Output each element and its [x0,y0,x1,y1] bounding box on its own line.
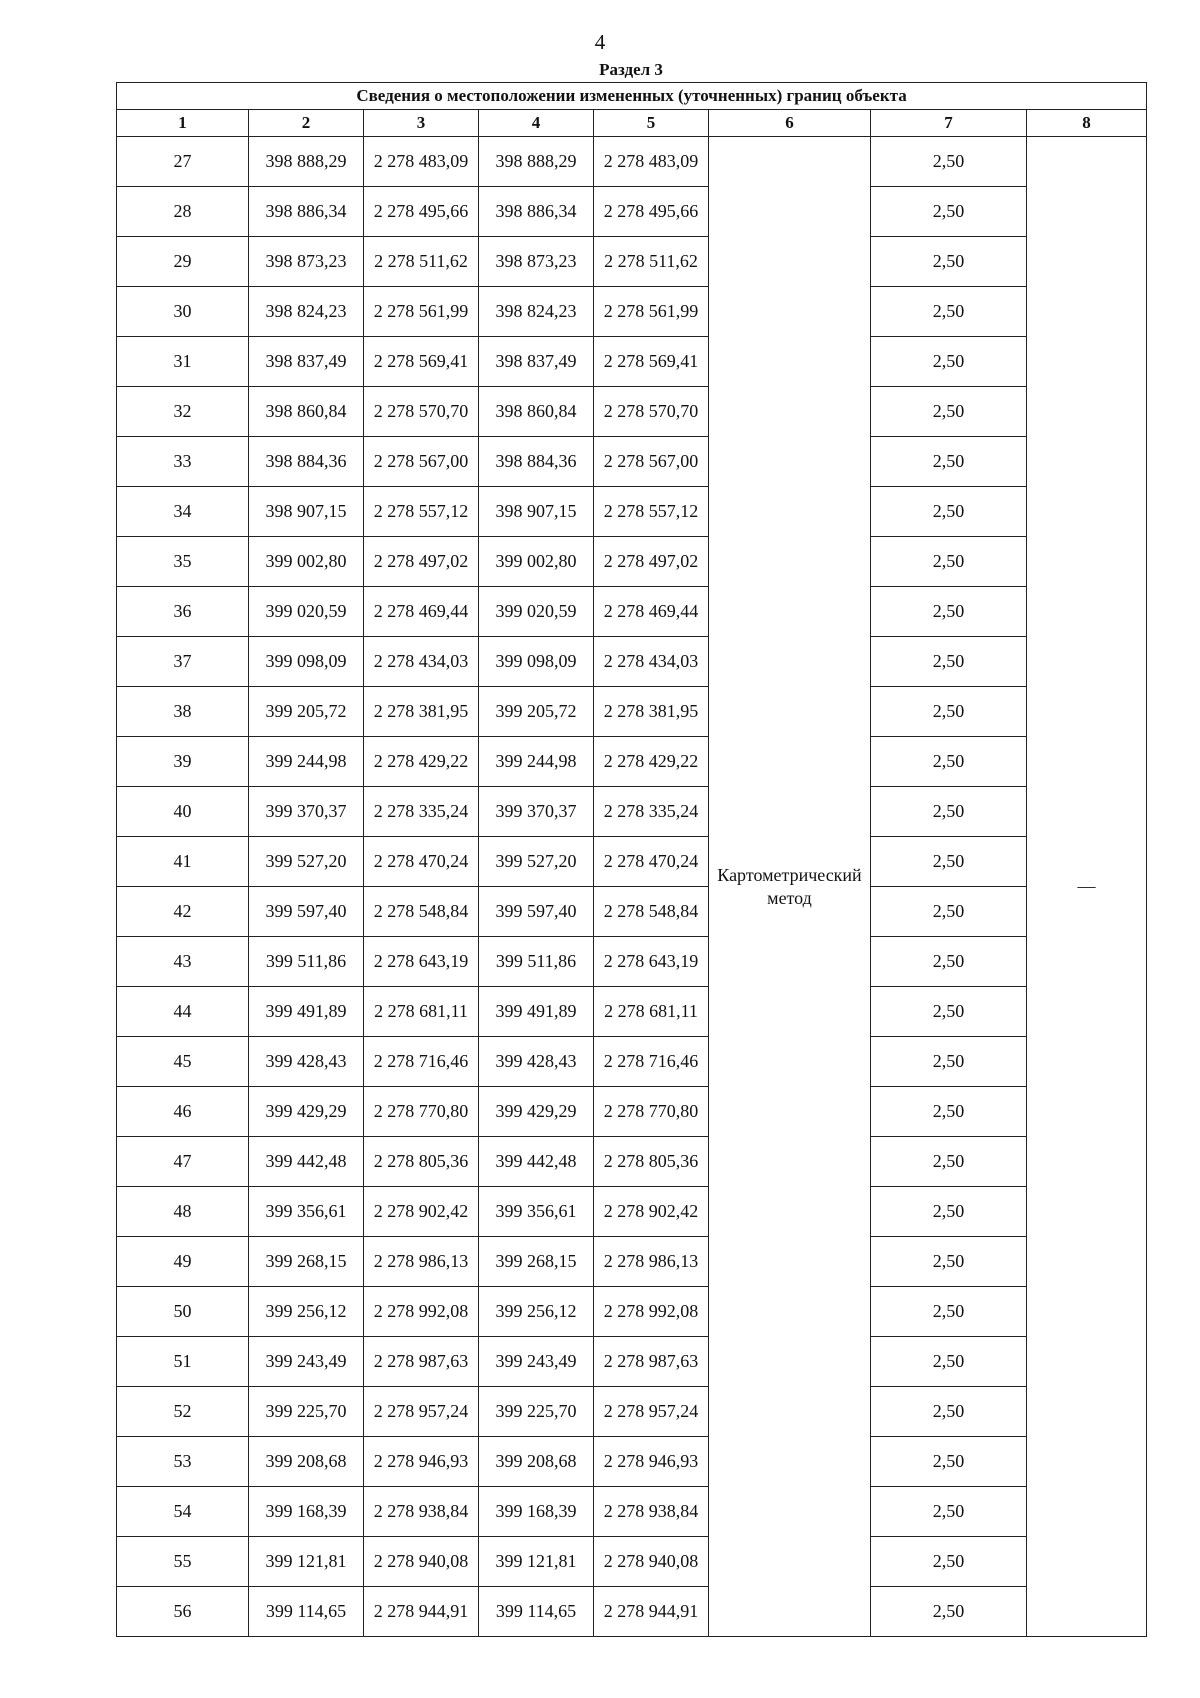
x-refined-cell: 399 098,09 [479,637,594,687]
accuracy-cell: 2,50 [871,1037,1027,1087]
y-existing-cell: 2 278 986,13 [364,1237,479,1287]
y-refined-cell: 2 278 946,93 [594,1437,709,1487]
accuracy-cell: 2,50 [871,637,1027,687]
x-refined-cell: 399 002,80 [479,537,594,587]
table-row [117,837,1147,887]
y-existing-cell: 2 278 946,93 [364,1437,479,1487]
y-existing-cell: 2 278 495,66 [364,187,479,237]
y-existing-cell: 2 278 938,84 [364,1487,479,1537]
accuracy-cell: 2,50 [871,437,1027,487]
y-existing-cell: 2 278 470,24 [364,837,479,887]
table-row [117,1237,1147,1287]
y-existing-cell: 2 278 381,95 [364,687,479,737]
table-row [117,887,1147,937]
table-row [117,537,1147,587]
accuracy-cell: 2,50 [871,137,1027,187]
x-refined-cell: 398 824,23 [479,287,594,337]
x-existing-cell: 399 244,98 [249,737,364,787]
y-refined-cell: 2 278 902,42 [594,1187,709,1237]
x-existing-cell: 399 429,29 [249,1087,364,1137]
y-existing-cell: 2 278 511,62 [364,237,479,287]
point-number-cell: 36 [117,587,249,637]
x-existing-cell: 399 020,59 [249,587,364,637]
y-existing-cell: 2 278 902,42 [364,1187,479,1237]
y-existing-cell: 2 278 561,99 [364,287,479,337]
accuracy-cell: 2,50 [871,1387,1027,1437]
accuracy-cell: 2,50 [871,1487,1027,1537]
table-row [117,337,1147,387]
point-number-cell: 48 [117,1187,249,1237]
y-refined-cell: 2 278 567,00 [594,437,709,487]
y-refined-cell: 2 278 569,41 [594,337,709,387]
boundary-table [116,82,1147,1637]
y-refined-cell: 2 278 770,80 [594,1087,709,1137]
x-existing-cell: 399 243,49 [249,1337,364,1387]
x-refined-cell: 399 020,59 [479,587,594,637]
x-existing-cell: 398 884,36 [249,437,364,487]
point-number-cell: 52 [117,1387,249,1437]
table-row [117,1587,1147,1637]
x-existing-cell: 399 168,39 [249,1487,364,1537]
table-row [117,237,1147,287]
accuracy-cell: 2,50 [871,987,1027,1037]
x-refined-cell: 399 370,37 [479,787,594,837]
page-number: 4 [594,30,606,54]
accuracy-cell: 2,50 [871,1587,1027,1637]
point-number-cell: 27 [117,137,249,187]
table-row [117,137,1147,187]
y-refined-cell: 2 278 381,95 [594,687,709,737]
column-number-row [117,110,1147,137]
table-row [117,287,1147,337]
y-existing-cell: 2 278 944,91 [364,1587,479,1637]
point-number-cell: 38 [117,687,249,737]
x-existing-cell: 398 888,29 [249,137,364,187]
x-existing-cell: 399 208,68 [249,1437,364,1487]
point-number-cell: 41 [117,837,249,887]
y-refined-cell: 2 278 470,24 [594,837,709,887]
y-existing-cell: 2 278 569,41 [364,337,479,387]
x-existing-cell: 399 597,40 [249,887,364,937]
y-existing-cell: 2 278 940,08 [364,1537,479,1587]
point-number-cell: 30 [117,287,249,337]
x-existing-cell: 398 824,23 [249,287,364,337]
x-existing-cell: 399 527,20 [249,837,364,887]
point-number-cell: 32 [117,387,249,437]
x-refined-cell: 399 256,12 [479,1287,594,1337]
x-existing-cell: 399 256,12 [249,1287,364,1337]
column-8-cell: — [1027,137,1147,1637]
accuracy-cell: 2,50 [871,1187,1027,1237]
x-refined-cell: 399 208,68 [479,1437,594,1487]
x-existing-cell: 399 428,43 [249,1037,364,1087]
y-refined-cell: 2 278 681,11 [594,987,709,1037]
accuracy-cell: 2,50 [871,1137,1027,1187]
y-refined-cell: 2 278 429,22 [594,737,709,787]
x-existing-cell: 398 886,34 [249,187,364,237]
accuracy-cell: 2,50 [871,1337,1027,1387]
x-existing-cell: 399 268,15 [249,1237,364,1287]
accuracy-cell: 2,50 [871,1087,1027,1137]
accuracy-cell: 2,50 [871,887,1027,937]
y-existing-cell: 2 278 497,02 [364,537,479,587]
y-refined-cell: 2 278 434,03 [594,637,709,687]
y-refined-cell: 2 278 495,66 [594,187,709,237]
y-refined-cell: 2 278 992,08 [594,1287,709,1337]
table-row [117,1337,1147,1387]
y-refined-cell: 2 278 938,84 [594,1487,709,1537]
point-number-cell: 54 [117,1487,249,1537]
table-row [117,1087,1147,1137]
y-existing-cell: 2 278 681,11 [364,987,479,1037]
x-refined-cell: 399 442,48 [479,1137,594,1187]
point-number-cell: 56 [117,1587,249,1637]
x-refined-cell: 399 244,98 [479,737,594,787]
y-refined-cell: 2 278 557,12 [594,487,709,537]
point-number-cell: 47 [117,1137,249,1187]
table-row [117,587,1147,637]
column-number: 4 [479,110,594,137]
point-number-cell: 35 [117,537,249,587]
accuracy-cell: 2,50 [871,537,1027,587]
table-row [117,987,1147,1037]
y-existing-cell: 2 278 716,46 [364,1037,479,1087]
x-refined-cell: 399 205,72 [479,687,594,737]
point-number-cell: 29 [117,237,249,287]
point-number-cell: 37 [117,637,249,687]
x-existing-cell: 398 907,15 [249,487,364,537]
x-existing-cell: 399 511,86 [249,937,364,987]
table-row [117,1487,1147,1537]
y-refined-cell: 2 278 335,24 [594,787,709,837]
y-existing-cell: 2 278 483,09 [364,137,479,187]
table-row [117,487,1147,537]
x-refined-cell: 399 168,39 [479,1487,594,1537]
x-existing-cell: 399 121,81 [249,1537,364,1587]
x-existing-cell: 399 491,89 [249,987,364,1037]
accuracy-cell: 2,50 [871,937,1027,987]
table-row [117,687,1147,737]
table-row [117,1037,1147,1087]
accuracy-cell: 2,50 [871,1437,1027,1487]
x-existing-cell: 399 225,70 [249,1387,364,1437]
y-refined-cell: 2 278 561,99 [594,287,709,337]
x-existing-cell: 399 205,72 [249,687,364,737]
point-number-cell: 44 [117,987,249,1037]
x-refined-cell: 398 837,49 [479,337,594,387]
y-existing-cell: 2 278 567,00 [364,437,479,487]
x-refined-cell: 398 860,84 [479,387,594,437]
accuracy-cell: 2,50 [871,287,1027,337]
x-refined-cell: 399 225,70 [479,1387,594,1437]
accuracy-cell: 2,50 [871,187,1027,237]
x-refined-cell: 399 268,15 [479,1237,594,1287]
y-existing-cell: 2 278 434,03 [364,637,479,687]
x-refined-cell: 398 884,36 [479,437,594,487]
x-existing-cell: 398 837,49 [249,337,364,387]
accuracy-cell: 2,50 [871,1237,1027,1287]
x-refined-cell: 398 907,15 [479,487,594,537]
y-existing-cell: 2 278 957,24 [364,1387,479,1437]
y-existing-cell: 2 278 805,36 [364,1137,479,1187]
x-refined-cell: 399 121,81 [479,1537,594,1587]
x-refined-cell: 399 597,40 [479,887,594,937]
table-row [117,1137,1147,1187]
table-row [117,1537,1147,1587]
point-number-cell: 49 [117,1237,249,1287]
accuracy-cell: 2,50 [871,387,1027,437]
accuracy-cell: 2,50 [871,787,1027,837]
y-existing-cell: 2 278 770,80 [364,1087,479,1137]
column-number: 7 [871,110,1027,137]
column-number: 8 [1027,110,1147,137]
column-number: 3 [364,110,479,137]
method-cell: Картометрический метод [709,137,871,1637]
x-refined-cell: 399 429,29 [479,1087,594,1137]
x-refined-cell: 399 114,65 [479,1587,594,1637]
table-row [117,787,1147,837]
point-number-cell: 46 [117,1087,249,1137]
table-body [117,137,1147,1637]
column-number: 2 [249,110,364,137]
y-existing-cell: 2 278 643,19 [364,937,479,987]
column-number: 6 [709,110,871,137]
x-refined-cell: 399 491,89 [479,987,594,1037]
x-refined-cell: 399 428,43 [479,1037,594,1087]
x-existing-cell: 398 873,23 [249,237,364,287]
y-existing-cell: 2 278 469,44 [364,587,479,637]
point-number-cell: 42 [117,887,249,937]
y-refined-cell: 2 278 570,70 [594,387,709,437]
y-existing-cell: 2 278 987,63 [364,1337,479,1387]
y-refined-cell: 2 278 643,19 [594,937,709,987]
point-number-cell: 50 [117,1287,249,1337]
column-number: 5 [594,110,709,137]
y-refined-cell: 2 278 483,09 [594,137,709,187]
column-number: 1 [117,110,249,137]
table-row [117,437,1147,487]
x-existing-cell: 399 114,65 [249,1587,364,1637]
x-refined-cell: 398 886,34 [479,187,594,237]
point-number-cell: 53 [117,1437,249,1487]
point-number-cell: 51 [117,1337,249,1387]
point-number-cell: 31 [117,337,249,387]
table-row [117,637,1147,687]
y-refined-cell: 2 278 511,62 [594,237,709,287]
table-row [117,1387,1147,1437]
x-refined-cell: 399 511,86 [479,937,594,987]
y-refined-cell: 2 278 957,24 [594,1387,709,1437]
accuracy-cell: 2,50 [871,687,1027,737]
x-existing-cell: 399 370,37 [249,787,364,837]
point-number-cell: 40 [117,787,249,837]
accuracy-cell: 2,50 [871,587,1027,637]
table-row [117,387,1147,437]
point-number-cell: 45 [117,1037,249,1087]
point-number-cell: 34 [117,487,249,537]
x-existing-cell: 399 098,09 [249,637,364,687]
table-row [117,1187,1147,1237]
accuracy-cell: 2,50 [871,487,1027,537]
accuracy-cell: 2,50 [871,737,1027,787]
x-refined-cell: 398 888,29 [479,137,594,187]
table-row [117,737,1147,787]
y-refined-cell: 2 278 944,91 [594,1587,709,1637]
x-existing-cell: 399 002,80 [249,537,364,587]
y-refined-cell: 2 278 987,63 [594,1337,709,1387]
point-number-cell: 39 [117,737,249,787]
x-refined-cell: 399 527,20 [479,837,594,887]
y-refined-cell: 2 278 548,84 [594,887,709,937]
x-existing-cell: 399 356,61 [249,1187,364,1237]
table-row [117,1287,1147,1337]
accuracy-cell: 2,50 [871,1537,1027,1587]
x-refined-cell: 399 356,61 [479,1187,594,1237]
section-title: Раздел 3 [599,60,663,79]
table-caption: Сведения о местоположении измененных (уточненных) границ объекта [117,83,1147,110]
point-number-cell: 33 [117,437,249,487]
table-row [117,937,1147,987]
y-refined-cell: 2 278 716,46 [594,1037,709,1087]
accuracy-cell: 2,50 [871,837,1027,887]
x-refined-cell: 398 873,23 [479,237,594,287]
table-row [117,187,1147,237]
y-existing-cell: 2 278 335,24 [364,787,479,837]
accuracy-cell: 2,50 [871,1287,1027,1337]
point-number-cell: 55 [117,1537,249,1587]
y-existing-cell: 2 278 429,22 [364,737,479,787]
y-refined-cell: 2 278 805,36 [594,1137,709,1187]
x-refined-cell: 399 243,49 [479,1337,594,1387]
y-refined-cell: 2 278 497,02 [594,537,709,587]
table-row [117,1437,1147,1487]
y-existing-cell: 2 278 548,84 [364,887,479,937]
point-number-cell: 43 [117,937,249,987]
x-existing-cell: 398 860,84 [249,387,364,437]
y-existing-cell: 2 278 557,12 [364,487,479,537]
y-existing-cell: 2 278 570,70 [364,387,479,437]
y-refined-cell: 2 278 986,13 [594,1237,709,1287]
x-existing-cell: 399 442,48 [249,1137,364,1187]
accuracy-cell: 2,50 [871,237,1027,287]
accuracy-cell: 2,50 [871,337,1027,387]
point-number-cell: 28 [117,187,249,237]
y-refined-cell: 2 278 940,08 [594,1537,709,1587]
y-existing-cell: 2 278 992,08 [364,1287,479,1337]
y-refined-cell: 2 278 469,44 [594,587,709,637]
